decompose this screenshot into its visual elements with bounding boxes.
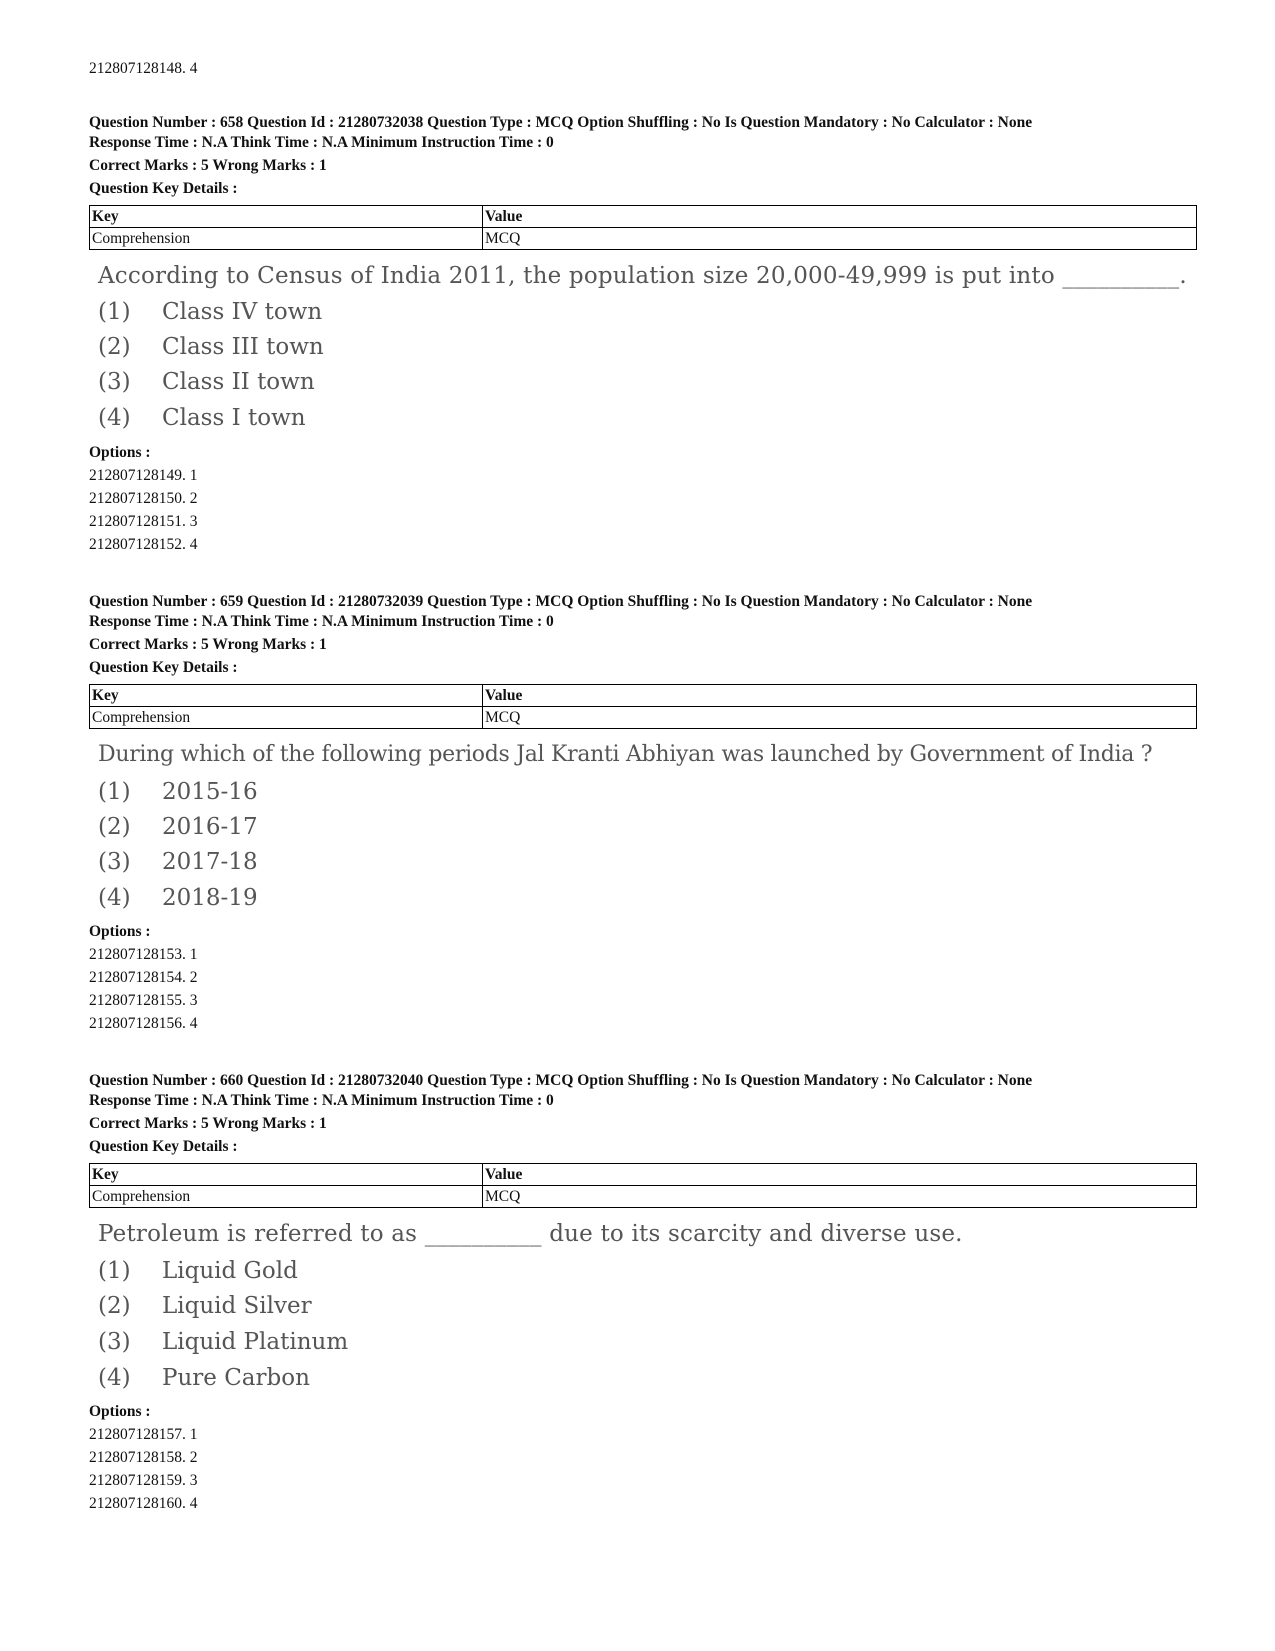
key-cell: Comprehension [90, 707, 483, 729]
previous-option-line: 212807128148. 4 [89, 60, 198, 77]
question-key-table [89, 205, 1197, 250]
option-id: 212807128155. 3 [89, 992, 198, 1009]
question-timing: Response Time : N.A Think Time : N.A Minimum Instruction Time : 0 [89, 613, 554, 630]
key-cell: Comprehension [90, 228, 483, 250]
option-id: 212807128153. 1 [89, 946, 198, 963]
choice-item [98, 848, 258, 876]
option-id: 212807128158. 2 [89, 1449, 198, 1466]
option-id: 212807128157. 1 [89, 1426, 198, 1443]
choice-text: 2018-19 [162, 885, 258, 911]
choice-text: 2015-16 [162, 779, 258, 805]
choice-item [98, 333, 324, 361]
table-header-row [90, 1164, 1197, 1186]
question-text: Petroleum is referred to as __________ due to its scarcity and diverse use. [98, 1221, 963, 1247]
question-timing: Response Time : N.A Think Time : N.A Minimum Instruction Time : 0 [89, 134, 554, 151]
choice-number: (2) [98, 334, 131, 360]
choice-text: 2016-17 [162, 814, 258, 840]
choice-item [98, 298, 322, 326]
key-details-label: Question Key Details : [89, 180, 238, 197]
question-timing: Response Time : N.A Think Time : N.A Minimum Instruction Time : 0 [89, 1092, 554, 1109]
choice-item [98, 404, 306, 432]
choice-item [98, 1364, 310, 1392]
key-column-header: Key [90, 1164, 483, 1186]
value-column-header: Value [483, 206, 1197, 228]
table-row [90, 707, 1197, 729]
table-header-row [90, 206, 1197, 228]
options-label: Options : [89, 1403, 151, 1420]
choice-number: (4) [98, 885, 131, 911]
key-column-header: Key [90, 685, 483, 707]
value-cell: MCQ [483, 228, 1197, 250]
question-text: During which of the following periods Jal Kranti Abhiyan was launched by Government of India ? [98, 742, 1153, 767]
choice-item [98, 884, 258, 912]
question-header: Question Number : 659 Question Id : 21280732039 Question Type : MCQ Option Shuffling : No Is Question Mandatory : No Calculator : None [89, 593, 1033, 610]
choice-text: Class IV town [162, 299, 323, 325]
option-id: 212807128154. 2 [89, 969, 198, 986]
option-id: 212807128159. 3 [89, 1472, 198, 1489]
choice-number: (3) [98, 369, 131, 395]
options-label: Options : [89, 444, 151, 461]
question-text: According to Census of India 2011, the population size 20,000-49,999 is put into __________. [98, 263, 1187, 289]
question-marks: Correct Marks : 5 Wrong Marks : 1 [89, 157, 327, 174]
option-id: 212807128151. 3 [89, 513, 198, 530]
choice-number: (2) [98, 1293, 131, 1319]
choice-number: (4) [98, 405, 131, 431]
option-id: 212807128160. 4 [89, 1495, 198, 1512]
key-cell: Comprehension [90, 1186, 483, 1208]
choice-number: (2) [98, 814, 131, 840]
option-id: 212807128149. 1 [89, 467, 198, 484]
option-id: 212807128156. 4 [89, 1015, 198, 1032]
choice-item [98, 778, 258, 806]
question-header: Question Number : 660 Question Id : 21280732040 Question Type : MCQ Option Shuffling : No Is Question Mandatory : No Calculator : None [89, 1072, 1033, 1089]
choice-number: (1) [98, 299, 131, 325]
question-marks: Correct Marks : 5 Wrong Marks : 1 [89, 1115, 327, 1132]
value-column-header: Value [483, 685, 1197, 707]
question-key-table [89, 684, 1197, 729]
choice-number: (4) [98, 1365, 131, 1391]
choice-number: (1) [98, 1258, 131, 1284]
table-header-row [90, 685, 1197, 707]
choice-text: Class III town [162, 334, 324, 360]
choice-number: (1) [98, 779, 131, 805]
choice-text: 2017-18 [162, 849, 258, 875]
choice-number: (3) [98, 849, 131, 875]
choice-text: Class II town [162, 369, 315, 395]
choice-number: (3) [98, 1329, 131, 1355]
option-id: 212807128150. 2 [89, 490, 198, 507]
choice-item [98, 1328, 348, 1356]
table-row [90, 228, 1197, 250]
question-marks: Correct Marks : 5 Wrong Marks : 1 [89, 636, 327, 653]
choice-item [98, 813, 258, 841]
key-column-header: Key [90, 206, 483, 228]
question-key-table [89, 1163, 1197, 1208]
value-cell: MCQ [483, 707, 1197, 729]
choice-text: Class I town [162, 405, 306, 431]
value-cell: MCQ [483, 1186, 1197, 1208]
choice-text: Liquid Silver [162, 1293, 312, 1319]
question-header: Question Number : 658 Question Id : 21280732038 Question Type : MCQ Option Shuffling : No Is Question Mandatory : No Calculator : None [89, 114, 1033, 131]
options-label: Options : [89, 923, 151, 940]
key-details-label: Question Key Details : [89, 1138, 238, 1155]
choice-text: Pure Carbon [162, 1365, 310, 1391]
table-row [90, 1186, 1197, 1208]
choice-text: Liquid Gold [162, 1258, 298, 1284]
choice-item [98, 1292, 312, 1320]
choice-item [98, 1257, 298, 1285]
option-id: 212807128152. 4 [89, 536, 198, 553]
choice-text: Liquid Platinum [162, 1329, 349, 1355]
choice-item [98, 368, 315, 396]
value-column-header: Value [483, 1164, 1197, 1186]
key-details-label: Question Key Details : [89, 659, 238, 676]
